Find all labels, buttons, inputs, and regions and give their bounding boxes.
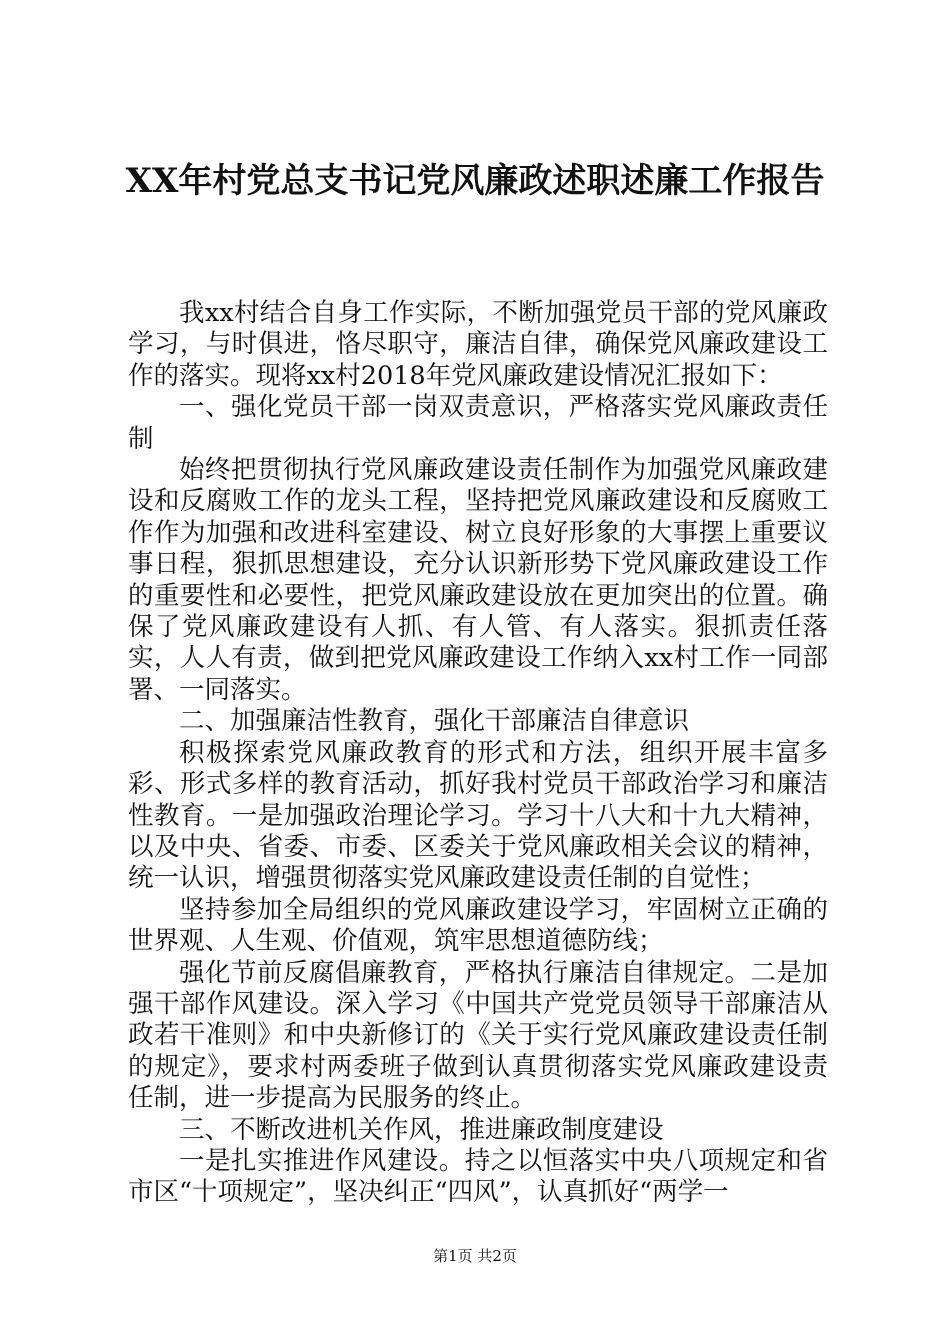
section-heading-2: 二、加强廉洁性教育，强化干部廉洁自律意识 [179,706,690,737]
body-paragraph: 坚持参加全局组织的党风廉政建设学习，牢固树立正确的世界观、人生观、价值观，筑牢思想道德防线； [128,894,828,957]
body-paragraph: 始终把贯彻执行党风廉政建设责任制作为加强党风廉政建设和反腐败工作的龙头工程，坚持把党风廉政建设和反腐败工作作为加强和改进科室建设、树立良好形象的大事摆上重要议事日程，狠抓思想建设，充分认识新形势下党风廉政建设工作的重要性和必要性，把党风廉政建设放在更加突出的位置。确保了党风廉政建设有人抓、有人管、有人落实。狠抓责任落实，人人有责，做到把党风廉政建设工作纳入xx村工作一同部署、一同落实。 [128,455,828,705]
body-paragraph: 强化节前反腐倡廉教育，严格执行廉洁自律规定。二是加强干部作风建设。深入学习《中国共产党党员领导干部廉洁从政若干准则》和中央新修订的《关于实行党风廉政建设责任制的规定》，要求村两委班子做到认真贯彻落实党风廉政建设责任制，进一步提高为民服务的终止。 [128,957,828,1114]
body-paragraph: 积极探索党风廉政教育的形式和方法，组织开展丰富多彩、形式多样的教育活动，抓好我村党员干部政治学习和廉洁性教育。一是加强政治理论学习。学习十八大和十九大精神，以及中央、省委、市委、区委关于党风廉政相关会议的精神，统一认识，增强贯彻落实党风廉政建设责任制的自觉性； [128,737,828,894]
section-heading-3: 三、不断改进机关作风，推进廉政制度建设 [179,1114,664,1145]
page-footer [0,1246,950,1266]
page-indicator: 第1页 共2页 [433,1247,517,1265]
document-body [128,298,828,1209]
intro-paragraph: 我xx村结合自身工作实际，不断加强党员干部的党风廉政学习，与时俱进，恪尽职守，廉洁自律，确保党风廉政建设工作的落实。现将xx村2018年党风廉政建设情况汇报如下： [128,298,828,391]
section-heading-1: 一、强化党员干部一岗双责意识，严格落实党风廉政责任制 [128,392,828,454]
body-paragraph: 一是扎实推进作风建设。持之以恒落实中央八项规定和省市区“十项规定”，坚决纠正“四风”，认真抓好“两学一 [128,1145,828,1208]
document-title: XX年村党总支书记党风廉政述职述廉工作报告 [125,161,825,201]
